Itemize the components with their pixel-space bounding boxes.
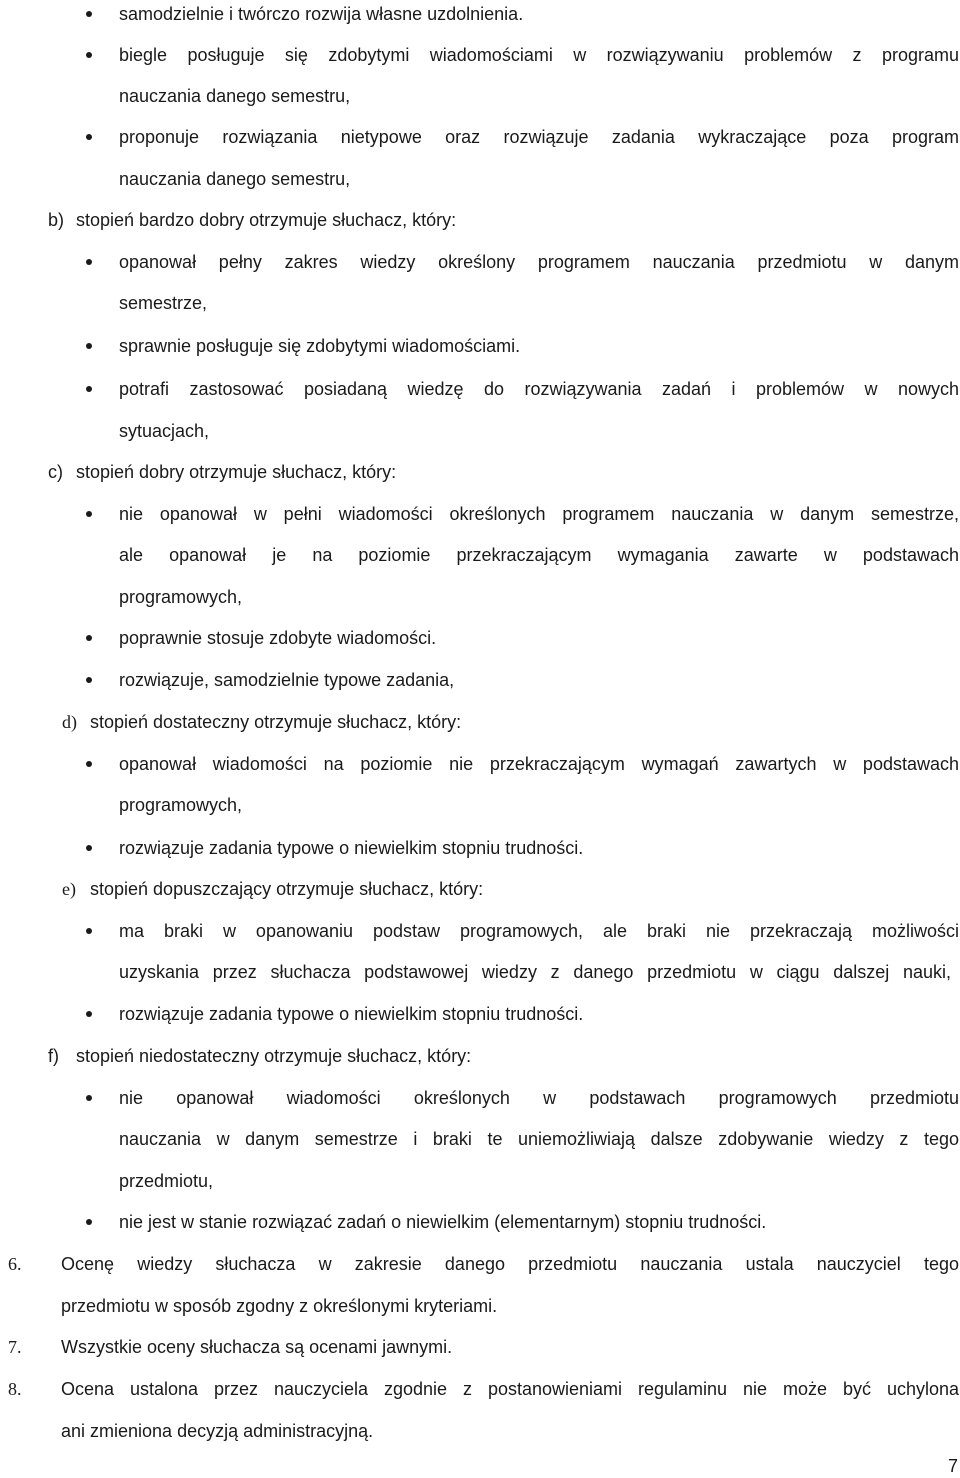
section-marker-e: e) — [62, 879, 76, 899]
list-item: biegle posługuje się zdobytymi wiadomościami w rozwiązywaniu problemów z programu — [119, 45, 959, 65]
bullet — [86, 1219, 92, 1225]
list-item: nie opanował w pełni wiadomości określonych programem nauczania w danym semestrze, — [119, 504, 959, 524]
bullet — [86, 511, 92, 517]
list-item: rozwiązuje zadania typowe o niewielkim stopniu trudności. — [119, 838, 584, 858]
numbered-item-6: Ocenę wiedzy słuchacza w zakresie danego przedmiotu nauczania ustala nauczyciel tego — [61, 1254, 959, 1274]
list-item-continuation: nauczania w danym semestrze i braki te uniemożliwiają dalsze zdobywanie wiedzy z tego — [119, 1129, 959, 1149]
bullet — [86, 677, 92, 683]
section-heading-d: stopień dostateczny otrzymuje słuchacz, który: — [90, 712, 462, 732]
list-item-continuation: nauczania danego semestru, — [119, 169, 351, 189]
list-item: rozwiązuje zadania typowe o niewielkim stopniu trudności. — [119, 1004, 584, 1024]
list-item-continuation: uzyskania przez słuchacza podstawowej wiedzy z danego przedmiotu w ciągu dalszej nauki, — [119, 962, 951, 982]
item-number-8: 8. — [8, 1379, 22, 1399]
list-item: poprawnie stosuje zdobyte wiadomości. — [119, 628, 437, 648]
section-heading-c: stopień dobry otrzymuje słuchacz, który: — [76, 462, 397, 482]
list-item: proponuje rozwiązania nietypowe oraz rozwiązuje zadania wykraczające poza program — [119, 127, 959, 147]
list-item-continuation: ale opanował je na poziomie przekraczającym wymagania zawarte w podstawach — [119, 545, 959, 565]
page-number: 7 — [948, 1456, 959, 1476]
bullet — [86, 928, 92, 934]
item-number-7: 7. — [8, 1337, 22, 1357]
bullet — [86, 1011, 92, 1017]
bullet — [86, 845, 92, 851]
list-item-continuation: sytuacjach, — [119, 421, 210, 441]
bullet — [86, 134, 92, 140]
list-item: samodzielnie i twórczo rozwija własne uzdolnienia. — [119, 4, 524, 24]
list-item: potrafi zastosować posiadaną wiedzę do rozwiązywania zadań i problemów w nowych — [119, 379, 959, 399]
section-marker-c: c) — [48, 462, 63, 482]
bullet — [86, 259, 92, 265]
list-item-continuation: przedmiotu, — [119, 1171, 214, 1191]
list-item: ma braki w opanowaniu podstaw programowych, ale braki nie przekraczają możliwości — [119, 921, 959, 941]
bullet — [86, 11, 92, 17]
bullet — [86, 386, 92, 392]
list-item: opanował pełny zakres wiedzy określony programem nauczania przedmiotu w danym — [119, 252, 959, 272]
list-item: sprawnie posługuje się zdobytymi wiadomościami. — [119, 336, 521, 356]
numbered-item-7: Wszystkie oceny słuchacza są ocenami jawnymi. — [61, 1337, 453, 1357]
bullet — [86, 52, 92, 58]
list-item-continuation: programowych, — [119, 795, 243, 815]
bullet — [86, 1095, 92, 1101]
list-item-continuation: semestrze, — [119, 293, 208, 313]
list-item: nie jest w stanie rozwiązać zadań o niewielkim (elementarnym) stopniu trudności. — [119, 1212, 767, 1232]
section-marker-d: d) — [62, 712, 77, 732]
numbered-item-6-continuation: przedmiotu w sposób zgodny z określonymi kryteriami. — [61, 1296, 498, 1316]
section-heading-f: stopień niedostateczny otrzymuje słuchacz, który: — [76, 1046, 472, 1066]
list-item-continuation: programowych, — [119, 587, 243, 607]
bullet — [86, 343, 92, 349]
section-marker-b: b) — [48, 210, 65, 230]
numbered-item-8: Ocena ustalona przez nauczyciela zgodnie z postanowieniami regulaminu nie może być uchylona — [61, 1379, 959, 1399]
item-number-6: 6. — [8, 1254, 22, 1274]
bullet — [86, 761, 92, 767]
bullet — [86, 635, 92, 641]
list-item-continuation: nauczania danego semestru, — [119, 86, 351, 106]
list-item: rozwiązuje, samodzielnie typowe zadania, — [119, 670, 455, 690]
section-heading-e: stopień dopuszczający otrzymuje słuchacz, który: — [90, 879, 484, 899]
numbered-item-8-continuation: ani zmieniona decyzją administracyjną. — [61, 1421, 374, 1441]
section-heading-b: stopień bardzo dobry otrzymuje słuchacz, który: — [76, 210, 457, 230]
list-item: opanował wiadomości na poziomie nie przekraczającym wymagań zawartych w podstawach — [119, 754, 959, 774]
section-marker-f: f) — [48, 1046, 59, 1066]
list-item: nie opanował wiadomości określonych w podstawach programowych przedmiotu — [119, 1088, 959, 1108]
